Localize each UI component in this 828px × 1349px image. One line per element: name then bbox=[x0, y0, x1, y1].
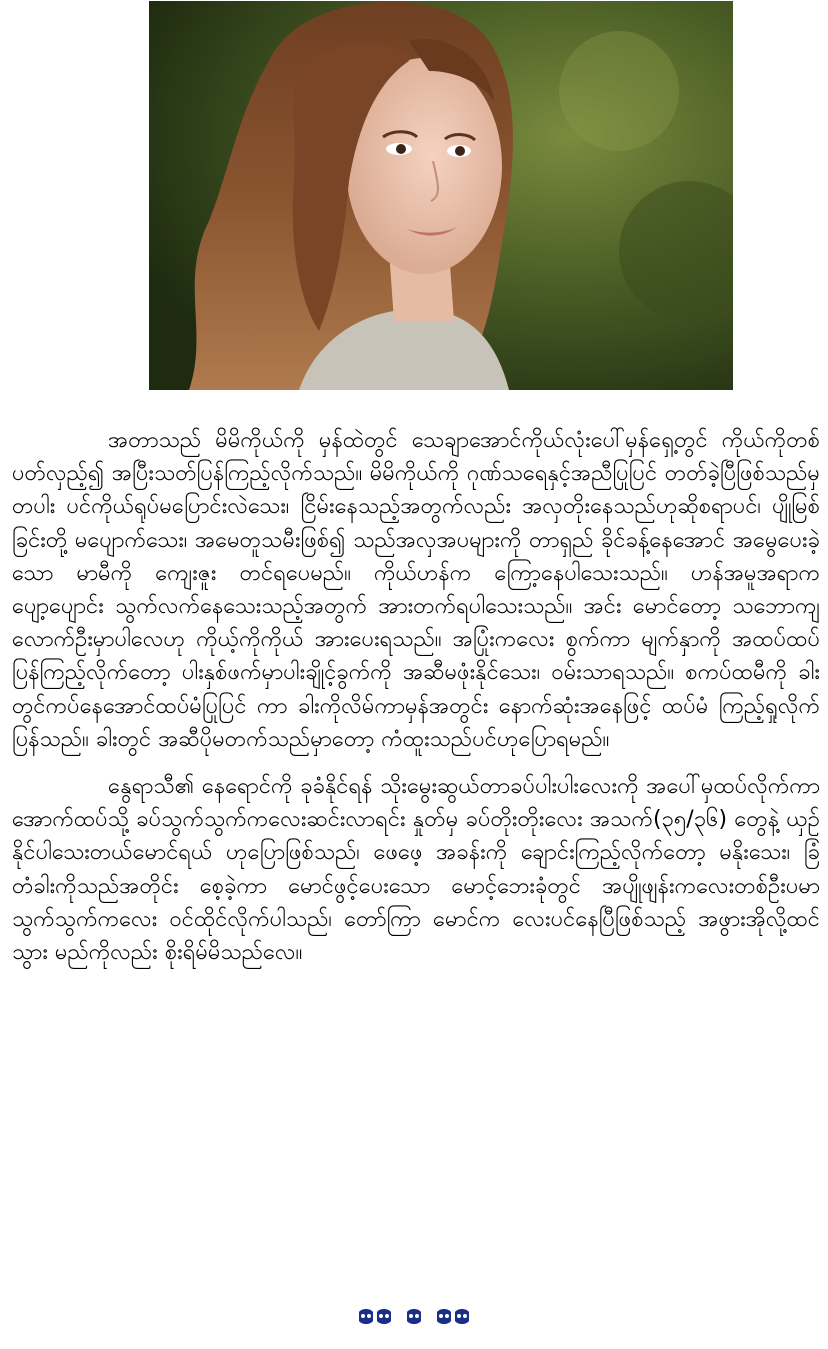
article-body bbox=[12, 424, 820, 983]
ornament-glyph-icon bbox=[436, 1308, 452, 1326]
end-ornament bbox=[0, 1305, 828, 1329]
portrait-photo bbox=[149, 1, 733, 390]
ornament-glyph-icon bbox=[376, 1308, 392, 1326]
portrait-illustration bbox=[149, 1, 733, 390]
ornament-group-left bbox=[358, 1308, 392, 1326]
ornament-glyph-icon bbox=[454, 1308, 470, 1326]
ornament-glyph-icon bbox=[358, 1308, 374, 1326]
paragraph-1: အတာသည် မိမိကိုယ်ကို မှန်ထဲတွင် သေချာအောင်ကိုယ်လုံးပေါ်မှန်ရှေ့တွင် ကိုယ်ကိုတစ်ပတ်လှည့်၍ အပြီးသတ်ပြန်ကြည့်လိုက်သည်။ မိမိကိုယ်ကို ဂုဏ်သရေနှင့်အညီပြုပြင် တတ်ခဲ့ပြီဖြစ်သည်မှတပါး ပင်ကိုယ်ရုပ်မပြောင်းလဲသေး၊ ငြိမ်းနေသည့်အတွက်လည်း အလှတိုးနေသည်ဟုဆိုစရာပင်၊ ပျိုမြစ်ခြင်းတို့ မပျောက်သေး၊ အမေတူသမီးဖြစ်၍ သည်အလှအပများကို တာရှည် ခိုင်ခန့်နေအောင် အမွေပေးခဲ့သော မာမီကို ကျေးဇူး တင်ရပေမည်။ ကိုယ်ဟန်က ကြော့နေပါသေးသည်။ ဟန်အမူအရာက ပျော့ပျောင်း သွက်လက်နေသေးသည့်အတွက် အားတက်ရပါသေးသည်။ အင်း မောင်တော့ သဘောကျလောက်ဦးမှာပါလေဟု ကိုယ့်ကိုကိုယ် အားပေးရသည်။ အပြုံးကလေး စွက်ကာ မျက်နှာကို အထပ်ထပ်ပြန်ကြည့်လိုက်တော့ ပါးနှစ်ဖက်မှာပါးချိုင့်ခွက်ကို အဆီမဖုံးနိုင်သေး၊ ဝမ်းသာရသည်။ စကပ်ထမီကို ခါးတွင်ကပ်နေအောင်ထပ်မံပြုပြင် ကာ ခါးကိုလိမ်ကာမှန်အတွင်း နောက်ဆုံးအနေဖြင့် ထပ်မံ ကြည့်ရှုလိုက်ပြန်သည်။ ခါးတွင် အဆီပိုမတက်သည်မှာတော့ ကံထူးသည်ပင်ဟုပြောရမည်။ bbox=[12, 428, 820, 752]
ornament-group-center bbox=[406, 1308, 422, 1326]
ornament-glyph-icon bbox=[406, 1308, 422, 1326]
paragraph-2: နွေရာသီ၏ နေရောင်ကို ခုခံနိုင်ရန် သိုးမွေးဆွယ်တာခပ်ပါးပါးလေးကို အပေါ်မှထပ်လိုက်ကာ အောက်ထပ်သို့ ခပ်သွက်သွက်ကလေးဆင်းလာရင်း နှုတ်မှ ခပ်တိုးတိုးလေး အသက်(၃၅/၃၆) တွေနဲ့ ယှဉ်နိုင်ပါသေးတယ်မောင်ရယ် ဟုပြောဖြစ်သည်၊ ဖေဖေ့ အခန်းကို ချောင်းကြည့်လိုက်တော့ မနိုးသေး၊ ခြံတံခါးကိုသည်အတိုင်း စေ့ခဲ့ကာ မောင်ဖွင့်ပေးသော မောင့်ဘေးခုံတွင် အပျိုဖျန်းကလေးတစ်ဦးပမာ သွက်သွက်ကလေး ဝင်ထိုင်လိုက်ပါသည်၊ တော်ကြာ မောင်က လေးပင်နေပြီဖြစ်သည့် အဖွားအိုလို့ထင်သွား မည်ကိုလည်း စိုးရိမ်မိသည်လေ။ bbox=[12, 774, 820, 966]
ornament-group-right bbox=[436, 1308, 470, 1326]
